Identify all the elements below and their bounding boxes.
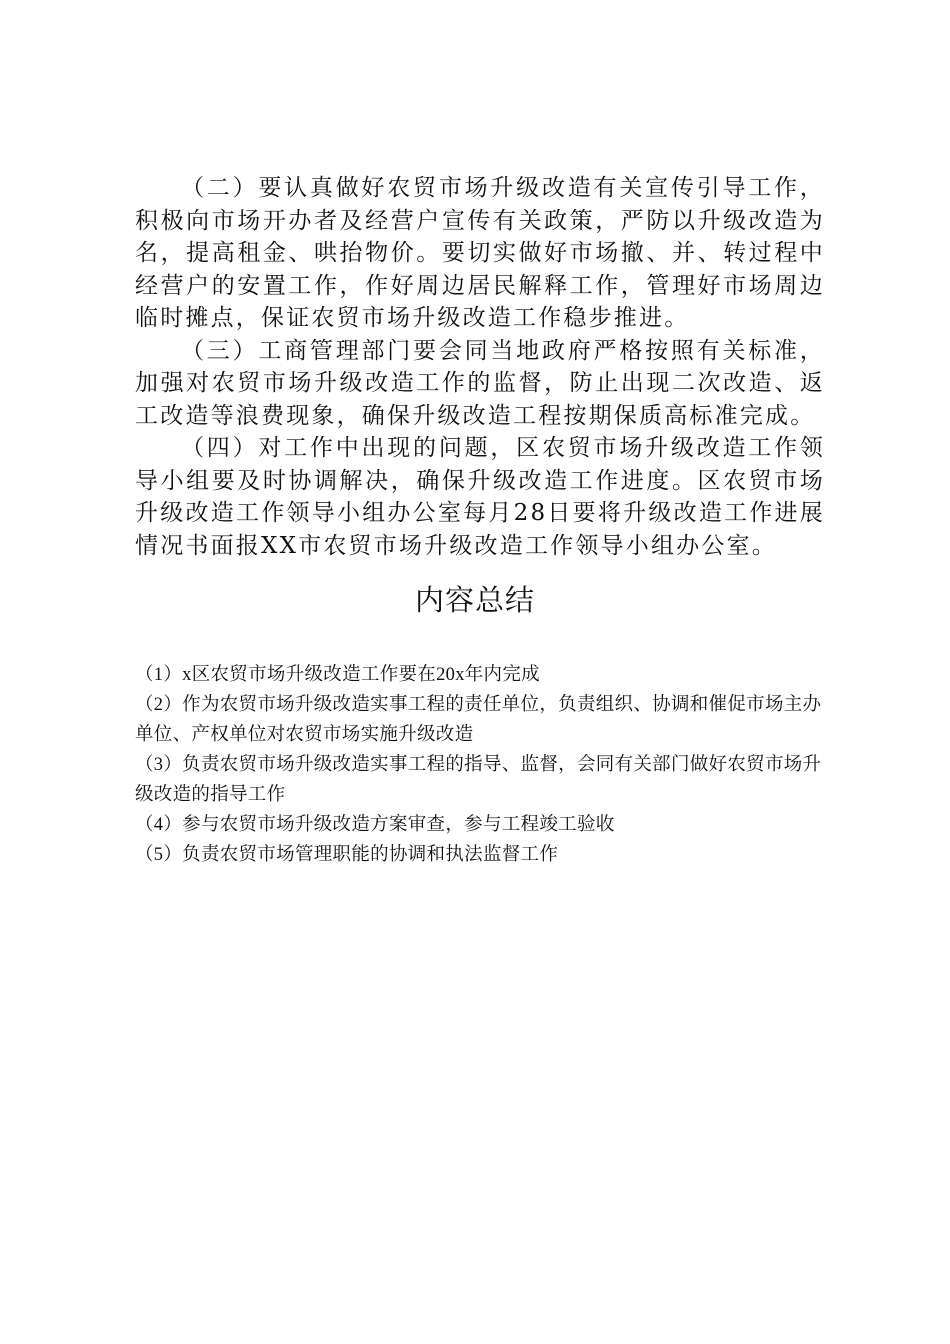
document-body	[135, 172, 825, 562]
summary-item-3: （3）负责农贸市场升级改造实事工程的指导、监督，会同有关部门做好农贸市场升级改造的指导工作	[135, 755, 822, 805]
paragraph-2: （二）要认真做好农贸市场升级改造有关宣传引导工作，积极向市场开办者及经营户宣传有关政策，严防以升级改造为名，提高租金、哄抬物价。要切实做好市场撤、并、转过程中经营户的安置工作，作好周边居民解释工作，管理好市场周边临时摊点，保证农贸市场升级改造工作稳步推进。	[135, 175, 825, 331]
summary-item-2: （2）作为农贸市场升级改造实事工程的责任单位，负责组织、协调和催促市场主办单位、产权单位对农贸市场实施升级改造	[135, 695, 822, 745]
summary-list	[135, 660, 835, 870]
summary-item-4: （4）参与农贸市场升级改造方案审查，参与工程竣工验收	[135, 815, 615, 835]
summary-item-1: （1）x区农贸市场升级改造工作要在20x年内完成	[135, 665, 540, 685]
summary-title: 内容总结	[414, 583, 535, 617]
paragraph-4: （四）对工作中出现的问题，区农贸市场升级改造工作领导小组要及时协调解决，确保升级改造工作进度。区农贸市场升级改造工作领导小组办公室每月28日要将升级改造工作进展情况书面报XX市农贸市场升级改造工作领导小组办公室。	[135, 435, 825, 559]
summary-item-5: （5）负责农贸市场管理职能的协调和执法监督工作	[135, 845, 559, 865]
paragraph-3: （三）工商管理部门要会同当地政府严格按照有关标准，加强对农贸市场升级改造工作的监督，防止出现二次改造、返工改造等浪费现象，确保升级改造工程按期保质高标准完成。	[135, 337, 825, 429]
